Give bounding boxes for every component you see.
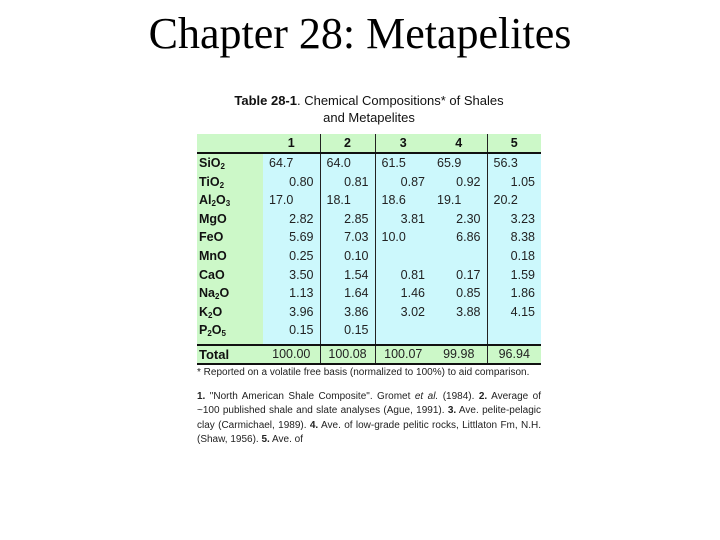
table-cell: 6.86 [431,228,487,247]
table-cell: 3.81 [375,210,431,229]
table-footnote: * Reported on a volatile free basis (normalized to 100%) to aid comparison. [197,366,530,378]
total-cell: 96.94 [487,345,541,364]
oxide-label: SiO$_2$ [197,153,263,173]
oxide-label: MnO [197,247,263,266]
table-row [197,284,541,303]
oxide-label: $P_2O_5$ [197,321,263,340]
table-header-row [197,134,541,153]
table-cell: 3.96 [263,303,320,322]
table-row [197,191,541,210]
column-header: 1 [263,134,320,153]
table-row [197,247,541,266]
table-cell: 65.9 [431,153,487,173]
oxide-label: FeO [197,228,263,247]
table-row [197,173,541,192]
oxide-label: TiO$_2$ [197,173,263,192]
column-header: 3 [375,134,431,153]
table-caption [197,92,541,126]
table-cell: 1.05 [487,173,541,192]
table-cell [375,247,431,266]
table-row [197,303,541,322]
table-cell: 64.0 [320,153,375,173]
total-row [197,345,541,364]
caption-line2: and Metapelites [323,110,415,125]
table-cell: 2.85 [320,210,375,229]
oxide-label: MgO [197,210,263,229]
total-cell: 100.08 [320,345,375,364]
table-cell: 3.02 [375,303,431,322]
table-cell [375,321,431,340]
table-cell: 5.69 [263,228,320,247]
table-cell: 56.3 [487,153,541,173]
table-cell: 2.82 [263,210,320,229]
table-cell: 0.10 [320,247,375,266]
table-row [197,228,541,247]
ref-number: 2. [478,390,488,402]
table-cell: 1.86 [487,284,541,303]
table-cell: 0.85 [431,284,487,303]
table-row [197,321,541,340]
table-figure [197,92,541,448]
table-cell: 18.1 [320,191,375,210]
table-cell: 3.88 [431,303,487,322]
table-row [197,266,541,285]
oxide-label: $Na_2O$ [197,284,263,303]
table-cell: 2.30 [431,210,487,229]
composition-table [197,134,541,365]
table-cell: 10.0 [375,228,431,247]
ref-number: 5. [261,434,270,446]
table-cell [431,321,487,340]
table-cell: 19.1 [431,191,487,210]
table-cell: 64.7 [263,153,320,173]
caption-text: . Chemical Compositions* of Shales [296,93,504,108]
table-cell: 0.92 [431,173,487,192]
ref-number: 1. [197,390,206,402]
column-header: 5 [487,134,541,153]
table-cell: 1.64 [320,284,375,303]
table-cell: 0.25 [263,247,320,266]
header-blank [197,134,263,153]
ref-number: 4. [309,419,319,431]
oxide-label: CaO [197,266,263,285]
oxide-label: $K_2O$ [197,303,263,322]
slide-title: Chapter 28: Metapelites [148,9,572,58]
table-cell: 0.87 [375,173,431,192]
table-cell [487,321,541,340]
table-cell: 20.2 [487,191,541,210]
column-header: 4 [431,134,487,153]
table-cell: 0.81 [320,173,375,192]
table-cell: 3.23 [487,210,541,229]
table-cell: 18.6 [375,191,431,210]
table-cell: 3.50 [263,266,320,285]
table-cell: 0.15 [320,321,375,340]
total-cell: 99.98 [431,345,487,364]
table-cell: 1.54 [320,266,375,285]
table-cell [431,247,487,266]
table-cell: 1.13 [263,284,320,303]
total-label: Total [197,345,263,364]
table-row [197,153,541,173]
table-cell: 4.15 [487,303,541,322]
table-cell: 8.38 [487,228,541,247]
column-header: 2 [320,134,375,153]
table-cell: 0.80 [263,173,320,192]
table-cell: 61.5 [375,153,431,173]
ref-number: 3. [447,405,457,417]
table-cell: 0.81 [375,266,431,285]
table-cell: 17.0 [263,191,320,210]
table-cell: 7.03 [320,228,375,247]
table-cell: 1.46 [375,284,431,303]
table-cell: 1.59 [487,266,541,285]
oxide-label: $Al_2O_3$ [197,191,263,210]
table-cell: 0.15 [263,321,320,340]
table-cell: 0.17 [431,266,487,285]
total-cell: 100.00 [263,345,320,364]
table-cell: 0.18 [487,247,541,266]
table-number: Table 28-1 [234,93,297,108]
table-references: 1. "North American Shale Composite". Gromet et al. (1984). 2. Average of ~100 published shale and slate analyses (Ague, 1991). 3. Ave. pelite-pelagic clay (Carmichael, 1989). 4. Ave. of low-grade pelitic rocks, Littlaton Fm, N.H. (Shaw, 1956). 5. Ave. of [197,390,542,446]
table-cell: 3.86 [320,303,375,322]
total-cell: 100.07 [375,345,431,364]
table-row [197,210,541,229]
